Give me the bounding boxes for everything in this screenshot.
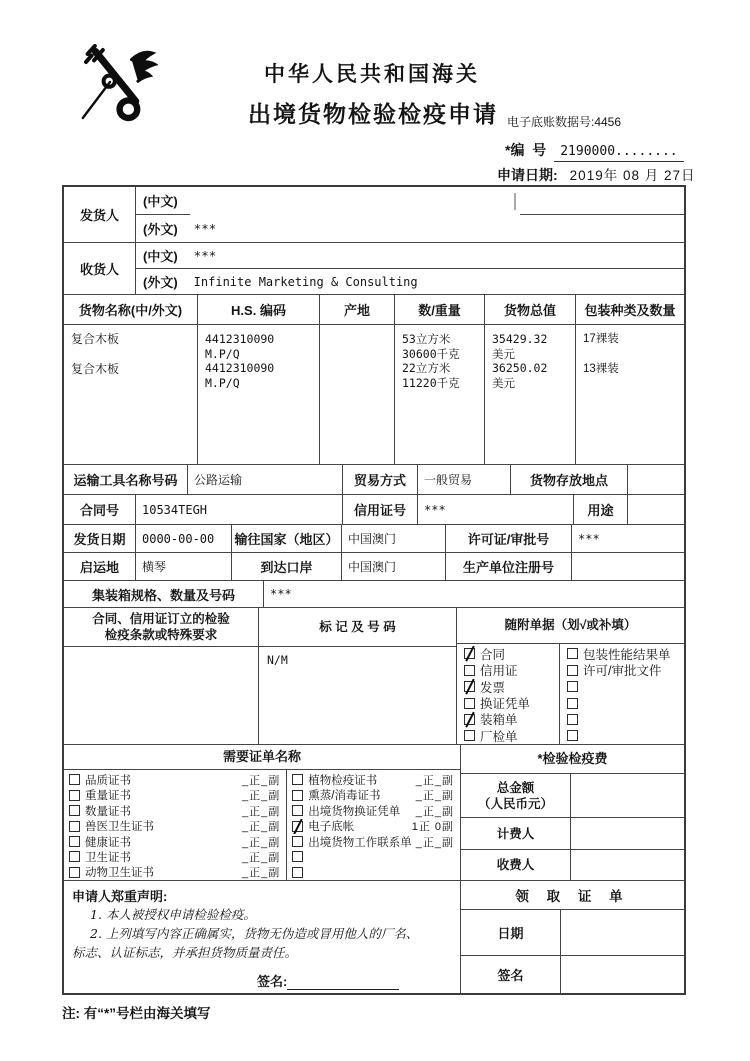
blank-checkbox-2 — [567, 698, 578, 709]
origin-cell — [320, 325, 395, 464]
declaration-line3: 标志、认证标志，并承担货物质量责任。 — [72, 945, 298, 960]
cert-animal-health: 动物卫生证书 _正_副 — [64, 865, 286, 880]
doc-item-packing-list: 装箱单 — [457, 711, 559, 727]
fee-total-label: 总金额 （人民币元） — [461, 774, 571, 817]
doc-item-approval-doc: 许可/审批文件 — [560, 662, 684, 678]
electronic-ledger-number: 电子底账数据号:4456 — [507, 115, 622, 129]
producer-reg-label: 生产单位注册号 — [446, 553, 572, 580]
invoice-checkbox — [464, 681, 475, 692]
application-date-value: 2019年 08 月 27日 — [569, 168, 696, 183]
qty-2a: 22立方米 — [402, 361, 451, 375]
marks-value: N/M — [267, 653, 288, 667]
cert-quantity: 数量证书 _正_副 — [64, 803, 286, 818]
hs-code-1a: 4412310090 — [205, 332, 275, 346]
hs-code-2b: M.P/Q — [205, 375, 240, 390]
cert-phytosanitary: 植物检疫证书 _正_副 — [287, 772, 460, 787]
contract-checkbox — [464, 648, 475, 659]
cert-blank-2 — [287, 865, 460, 880]
cn-prefix: (中文) — [143, 249, 178, 264]
container-value: *** — [270, 587, 292, 601]
en-prefix: (外文) — [143, 275, 178, 290]
container-label: 集装箱规格、数量及号码 — [64, 581, 264, 607]
blank-checkbox-1 — [567, 681, 578, 692]
attached-docs-column — [457, 608, 684, 744]
cert-eledger: 电子底帐 1正 0副 — [287, 818, 460, 833]
dest-country-value: 中国澳门 — [342, 525, 446, 552]
doc-item-blank-4 — [560, 728, 684, 744]
pickup-sign-row — [461, 956, 684, 993]
value-1b: 美元 — [492, 346, 515, 361]
doc-item-voucher: 换证凭单 — [457, 695, 559, 711]
packing-2: 13裸装 — [583, 362, 619, 375]
cert-weight: 重量证书 _正_副 — [64, 788, 286, 803]
certs-right-list — [287, 770, 460, 880]
lc-label: 信用证号 — [343, 495, 418, 524]
cert-blank-1 — [287, 849, 460, 864]
weight-cert-checkbox — [69, 790, 80, 801]
approval-doc-checkbox — [567, 665, 578, 676]
quantity-header: 数/重量 — [395, 295, 485, 324]
consignor-label: 发货人 — [64, 187, 136, 242]
fee-collector-label: 收费人 — [461, 850, 571, 880]
lc-value: *** — [418, 495, 574, 524]
qty-1b: 30600千克 — [402, 346, 460, 361]
health-cert-checkbox — [69, 836, 80, 847]
clauses-header — [64, 608, 258, 647]
declaration-sign-row — [257, 971, 452, 990]
cert-fumigation: 熏蒸/消毒证书 _正_副 — [287, 788, 460, 803]
phytosanitary-cert-checkbox — [292, 774, 303, 785]
animal-health-cert-checkbox — [69, 867, 80, 878]
ship-date-row — [64, 524, 684, 552]
marks-header: 标 记 及 号 码 — [259, 608, 456, 647]
redaction-remnant-mark — [514, 193, 516, 210]
signature-blank — [287, 976, 399, 990]
form-table — [62, 185, 686, 995]
total-value-header: 货物总值 — [485, 295, 576, 324]
doc-item-contract: 合同 — [457, 646, 559, 662]
lc-checkbox — [464, 665, 475, 676]
cert-work-contact: 出境货物工作联系单 _正_副 — [287, 834, 460, 849]
qty-1a: 53立方米 — [402, 332, 451, 346]
trade-mode-label: 贸易方式 — [343, 465, 418, 494]
producer-reg-value — [572, 553, 684, 580]
doc-item-blank-2 — [560, 695, 684, 711]
cert-quality: 品质证书 _正_副 — [64, 772, 286, 787]
en-prefix: (外文) — [143, 222, 178, 237]
quantity-cell — [395, 325, 485, 464]
cert-sanitary: 卫生证书 _正_副 — [64, 849, 286, 864]
value-2a: 36250.02 — [492, 361, 548, 375]
pickup-date-row — [461, 910, 684, 956]
ship-date-value: 0000-00-00 — [136, 525, 232, 552]
packaging-result-checkbox — [567, 648, 578, 659]
clauses-body — [64, 647, 258, 744]
container-row — [64, 580, 684, 607]
docs-left-list — [457, 644, 560, 744]
blank-checkbox-4 — [567, 730, 578, 741]
departure-value: 横琴 — [136, 553, 232, 580]
goods-body-row — [64, 324, 684, 464]
consignee-cn-cell — [136, 243, 684, 268]
permit-value: *** — [578, 531, 600, 546]
cert-blank-checkbox-2 — [292, 867, 303, 878]
packing-list-checkbox — [464, 714, 475, 725]
fee-total-row — [461, 774, 684, 818]
dest-country-label: 输往国家（地区） — [232, 525, 342, 552]
serial-number-row — [505, 140, 684, 162]
cert-exchange-voucher: 出境货物换证凭单 _正_副 — [287, 803, 460, 818]
value-2b: 美元 — [492, 375, 515, 390]
quality-cert-checkbox — [69, 774, 80, 785]
clauses-header-line2: 检疫条款或特殊要求 — [104, 628, 218, 642]
authority-title: 中华人民共和国海关 — [264, 63, 480, 86]
clauses-column — [64, 608, 259, 744]
use-label: 用途 — [574, 495, 628, 524]
doc-item-packaging-result: 包装性能结果单 — [560, 646, 684, 662]
permit-label: 许可证/审批号 — [446, 525, 572, 552]
declaration-line2: 2. 上列填写内容正确属实，货物无伪造或冒用他人的厂名、 — [90, 926, 419, 941]
consignor-en-cell — [136, 214, 684, 242]
fees-header: *检验检疫费 — [461, 745, 684, 774]
storage-value — [628, 465, 684, 494]
application-date-row — [497, 164, 696, 185]
exchange-voucher-checkbox — [292, 805, 303, 816]
blank-checkbox-3 — [567, 714, 578, 725]
declaration-sign-label: 签名: — [257, 974, 288, 989]
vehicle-label: 运输工具名称号码 — [64, 465, 188, 494]
consignor-en-value: *** — [193, 221, 217, 236]
ship-date-label: 发货日期 — [64, 525, 136, 552]
consignee-en-value: Infinite Marketing & Consulting — [193, 274, 418, 289]
cert-veterinary: 兽医卫生证书 _正_副 — [64, 818, 286, 833]
veterinary-cert-checkbox — [69, 821, 80, 832]
redaction-box — [190, 188, 520, 215]
doc-item-factory-cert: 厂检单 — [457, 728, 559, 744]
declaration-section — [64, 880, 684, 993]
packing-header: 包装种类及数量 — [584, 303, 676, 318]
goods-name-2: 复合木板 — [71, 361, 120, 376]
hs-code-cell — [198, 325, 320, 464]
vehicle-value: 公路运输 — [188, 465, 343, 494]
doc-item-blank-1 — [560, 678, 684, 694]
work-contact-checkbox — [292, 836, 303, 847]
goods-header-row — [64, 294, 684, 324]
hs-code-2a: 4412310090 — [205, 361, 275, 375]
arrival-port-value: 中国澳门 — [342, 553, 446, 580]
packing-1: 17裸装 — [583, 333, 619, 345]
fee-collector-row — [461, 850, 684, 880]
doc-item-blank-3 — [560, 711, 684, 727]
application-date-label: 申请日期: — [497, 167, 558, 183]
serial-value: 2190000........ — [554, 144, 684, 162]
trade-mode-value: 一般贸易 — [418, 465, 511, 494]
total-value-cell — [485, 325, 576, 464]
cert-blank-checkbox-1 — [292, 851, 303, 862]
fees-column — [461, 745, 684, 880]
clauses-header-line1: 合同、信用证订立的检验 — [92, 612, 230, 626]
goods-name-header: 货物名称(中/外文) — [64, 295, 198, 324]
certificates-section — [64, 744, 684, 880]
quantity-cert-checkbox — [69, 805, 80, 816]
eledger-checkbox — [292, 821, 303, 832]
doc-item-lc: 信用证 — [457, 662, 559, 678]
form-title: 出境货物检验检疫申请 — [248, 101, 498, 127]
fee-calculator-row — [461, 818, 684, 850]
fumigation-cert-checkbox — [292, 790, 303, 801]
pickup-block — [461, 881, 684, 993]
use-value — [628, 495, 684, 524]
goods-name-cell — [64, 325, 198, 464]
declaration-title: 申请人郑重声明: — [72, 889, 168, 904]
arrival-port-label: 到达口岸 — [232, 553, 342, 580]
customs-emblem-icon — [78, 40, 158, 124]
qty-2b: 11220千克 — [402, 375, 460, 390]
pickup-date-label: 日期 — [461, 910, 561, 955]
certs-left-list — [64, 770, 287, 880]
fee-calculator-label: 计费人 — [461, 818, 571, 849]
contract-label: 合同号 — [64, 495, 136, 524]
docs-right-list — [560, 644, 684, 744]
attached-docs-header: 随附单据（划√或补填） — [457, 608, 684, 644]
departure-row — [64, 552, 684, 580]
serial-label: *编 号 — [505, 142, 547, 158]
declaration-line1: 1. 本人被授权申请检验检疫。 — [90, 907, 256, 922]
cn-prefix: (中文) — [143, 194, 178, 209]
fee-total-value — [571, 774, 684, 817]
fee-calculator-value — [571, 818, 684, 849]
hs-code-header: H.S. 编码 — [198, 295, 320, 324]
marks-docs-section — [64, 607, 684, 744]
footer-note: 注: 有“*”号栏由海关填写 — [62, 1006, 211, 1021]
fee-collector-value — [571, 850, 684, 880]
storage-label: 货物存放地点 — [511, 465, 628, 494]
origin-header: 产地 — [320, 295, 395, 324]
consignee-row — [64, 242, 684, 294]
contract-value: 10534TEGH — [136, 495, 343, 524]
value-1a: 35429.32 — [492, 332, 548, 346]
cert-health: 健康证书 _正_副 — [64, 834, 286, 849]
declaration-text-block — [64, 881, 461, 993]
pickup-sign-value — [561, 956, 684, 993]
transport-row — [64, 464, 684, 494]
pickup-header: 领 取 证 单 — [461, 881, 684, 910]
certificates-header: 需要证单名称 — [64, 745, 460, 770]
factory-cert-checkbox — [464, 730, 475, 741]
hs-code-1b: M.P/Q — [205, 346, 240, 361]
packing-cell — [576, 325, 684, 464]
certificates-column — [64, 745, 461, 880]
departure-label: 启运地 — [64, 553, 136, 580]
doc-item-invoice: 发票 — [457, 678, 559, 694]
marks-column — [259, 608, 457, 744]
pickup-sign-label: 签名 — [461, 956, 561, 993]
contract-row — [64, 494, 684, 524]
voucher-checkbox — [464, 698, 475, 709]
consignee-label: 收货人 — [64, 243, 136, 294]
consignee-cn-value: *** — [193, 248, 217, 263]
goods-name-1: 复合木板 — [71, 332, 120, 346]
consignee-en-cell — [136, 268, 684, 294]
pickup-date-value — [561, 910, 684, 955]
sanitary-cert-checkbox — [69, 851, 80, 862]
